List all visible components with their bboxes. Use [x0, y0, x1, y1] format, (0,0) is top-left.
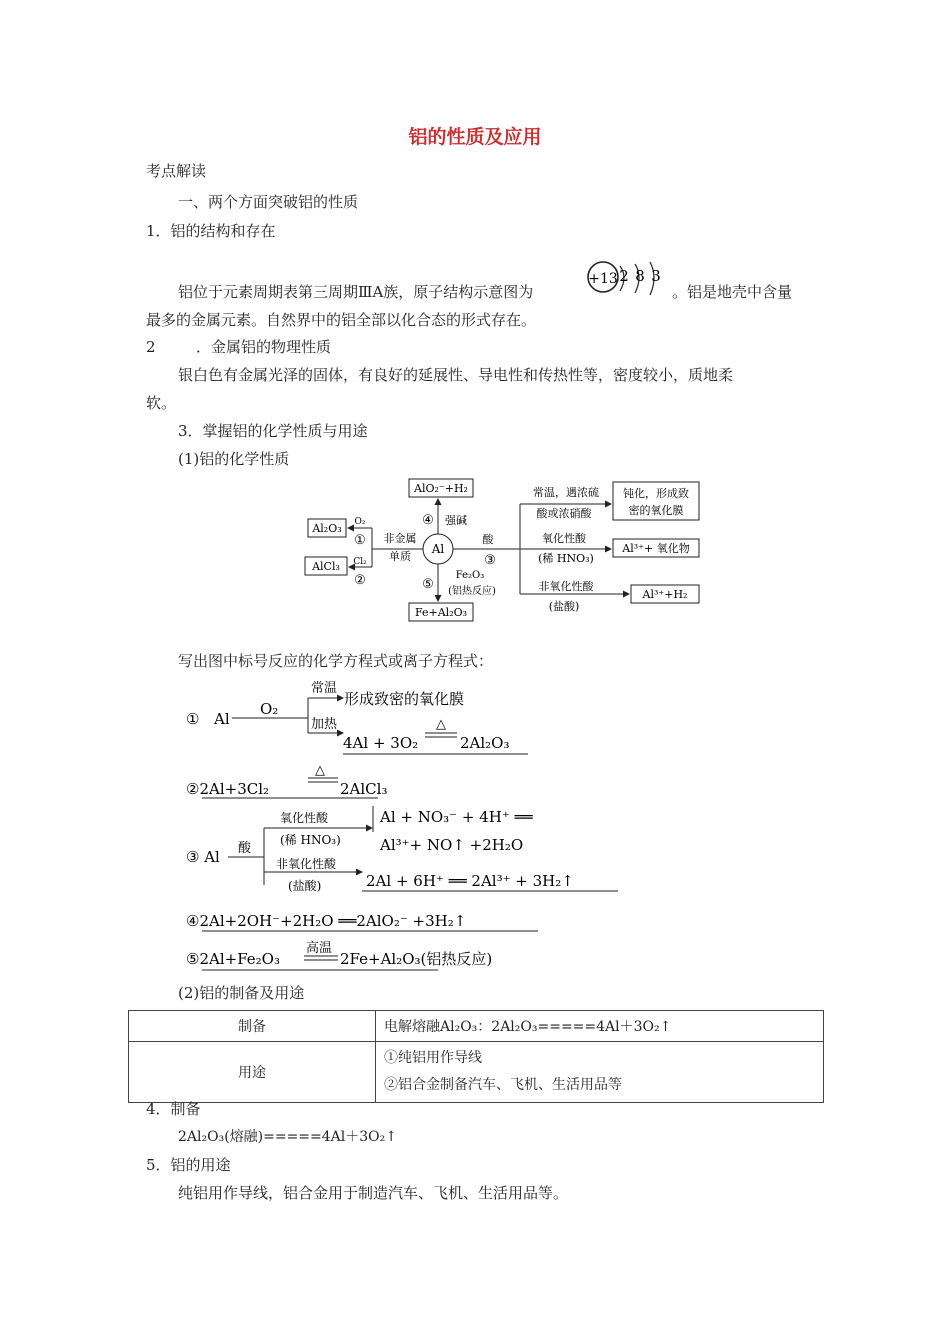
eq1-o2: O₂ [260, 700, 279, 718]
eq3-oxidizing-acid: 氧化性酸 [280, 811, 329, 825]
element-label: 单质 [389, 550, 411, 563]
table-value-preparation: 电解熔融Al₂O₃：2Al₂O₃=====4Al＋3O₂↑ [376, 1011, 824, 1042]
nonmetal-label: 非金属 [383, 532, 417, 545]
table-key-preparation: 制备 [129, 1011, 376, 1042]
cold-conc-acid-line1: 常温，遇浓硫 [533, 486, 599, 499]
s3-heading: 3．掌握铝的化学性质与用途 [178, 422, 368, 440]
s3-sub2: (2)铝的制备及用途 [178, 984, 305, 1002]
shell-electrons: 3 [651, 267, 661, 285]
nonoxidizing-product-label: Al³⁺+H₂ [642, 588, 688, 601]
passivation-line2: 密的氧化膜 [628, 504, 684, 517]
s5-heading: 5．铝的用途 [146, 1156, 231, 1174]
table-key-uses: 用途 [129, 1042, 376, 1103]
s2-paragraph-line2: 软。 [146, 394, 177, 412]
eq3-line3: 2Al + 6H⁺ ══ 2Al³⁺ + 3H₂↑ [366, 872, 574, 890]
eq5-high-temp: 高温 [306, 941, 333, 956]
s2-heading: ．金属铝的物理性质 [196, 338, 332, 356]
eq3-line1: Al + NO₃⁻ + 4H⁺ ══ [380, 808, 533, 826]
strong-base-label: 强碱 [445, 514, 467, 527]
al2o3-label: Al₂O₃ [312, 522, 342, 535]
eq2-rhs: 2AlCl₃ [340, 780, 388, 798]
reaction-4-number: ④ [422, 513, 434, 528]
nucleus-charge: +13 [588, 271, 618, 287]
eq1-al: Al [214, 710, 230, 728]
page-title: 铝的性质及应用 [408, 126, 542, 148]
s5-text: 纯铝用作导线，铝合金用于制造汽车、飞机、生活用品等。 [178, 1184, 569, 1202]
eq1-heat: 加热 [311, 717, 338, 732]
equations-intro: 写出图中标号反应的化学方程式或离子方程式： [178, 652, 494, 670]
reaction-1-number: ① [354, 533, 366, 548]
eq1-room-temp: 常温 [311, 681, 338, 696]
eq3-nonoxidizing-acid: 非氧化性酸 [276, 857, 337, 871]
use-item: ②铝合金制备汽车、飞机、生活用品等 [384, 1077, 622, 1093]
shell-electrons: 8 [635, 267, 645, 285]
reaction-2-number: ② [354, 573, 366, 588]
fe-al2o3-label: Fe+Al₂O₃ [414, 606, 468, 619]
eq1-oxide-film: 形成致密的氧化膜 [344, 690, 465, 708]
nonoxidizing-acid-label: 非氧化性酸 [538, 580, 594, 593]
eq5-lhs: ⑤2Al+Fe₂O₃ [186, 950, 280, 968]
cl2-label: Cl₂ [353, 557, 367, 567]
table-value-uses [376, 1042, 824, 1103]
hydrochloric-acid-label: (盐酸) [548, 600, 580, 613]
reaction-5-number: ⑤ [422, 577, 434, 592]
eq1-rhs: 2Al₂O₃ [460, 734, 510, 752]
eq3-line2: Al³⁺+ NO↑ +2H₂O [380, 836, 524, 854]
eq2-lhs: ②2Al+3Cl₂ [186, 780, 270, 798]
eq3-hydrochloric-acid: (盐酸) [288, 879, 322, 893]
oxidizing-product-label: Al³⁺+ 氧化物 [622, 542, 690, 555]
o2-label: O₂ [354, 517, 366, 527]
alcl3-label: AlCl₃ [312, 560, 340, 573]
s3-sub1: (1)铝的化学性质 [178, 450, 290, 468]
eq1-lhs: 4Al + 3O₂ [343, 734, 419, 752]
al-center-label: Al [431, 542, 445, 556]
s1-paragraph-line2: 最多的金属元素。自然界中的铝全部以化合态的形式存在。 [146, 311, 537, 329]
table-row [129, 1042, 824, 1103]
use-item: ①纯铝用作导线 [384, 1050, 482, 1066]
aluminum-reaction-diagram [300, 472, 710, 624]
eq2-delta: △ [315, 763, 325, 778]
s4-equation: 2Al₂O₃(熔融)=====4Al＋3O₂↑ [178, 1129, 397, 1145]
cold-conc-acid-line2: 酸或浓硝酸 [536, 507, 592, 520]
reaction-equations [180, 676, 630, 972]
reaction-3-number: ③ [484, 553, 496, 568]
eq1-delta: △ [436, 717, 446, 732]
preparation-uses-table [128, 1010, 824, 1103]
s2-number: 2 [146, 338, 156, 356]
intro-heading: 一、两个方面突破铝的性质 [178, 193, 359, 211]
passivation-line1: 钝化，形成致 [623, 487, 689, 500]
eq3-number: ③ Al [186, 848, 220, 866]
eq3-dilute-hno3: (稀 HNO₃) [280, 833, 341, 847]
eq1-number: ① [186, 710, 200, 728]
thermite-label: (铝热反应) [448, 586, 496, 597]
eq3-acid: 酸 [238, 841, 252, 856]
section-label: 考点解读 [146, 162, 207, 180]
atom-structure-diagram [584, 258, 672, 302]
eq5-rhs: 2Fe+Al₂O₃(铝热反应) [340, 950, 493, 968]
s1-paragraph-start: 铝位于元素周期表第三周期ⅢA族，原子结构示意图为 [178, 283, 534, 301]
s1-heading: 1．铝的结构和存在 [146, 222, 276, 240]
fe2o3-label: Fe₂O₃ [455, 570, 485, 581]
s1-paragraph-end: 。铝是地壳中含量 [672, 283, 793, 301]
s2-paragraph: 银白色有金属光泽的固体，有良好的延展性、导电性和传热性等，密度较小，质地柔 [178, 366, 734, 384]
eq4: ④2Al+2OH⁻+2H₂O ══2AlO₂⁻ +3H₂↑ [186, 912, 467, 930]
shell-electrons: 2 [619, 267, 629, 285]
dilute-hno3-label: (稀 HNO₃) [538, 552, 594, 565]
acid-label: 酸 [482, 533, 494, 546]
table-row [129, 1011, 824, 1042]
alo2-h2-label: AlO₂⁻+H₂ [414, 482, 468, 495]
oxidizing-acid-label: 氧化性酸 [542, 532, 586, 545]
s4-heading: 4．制备 [146, 1100, 201, 1118]
